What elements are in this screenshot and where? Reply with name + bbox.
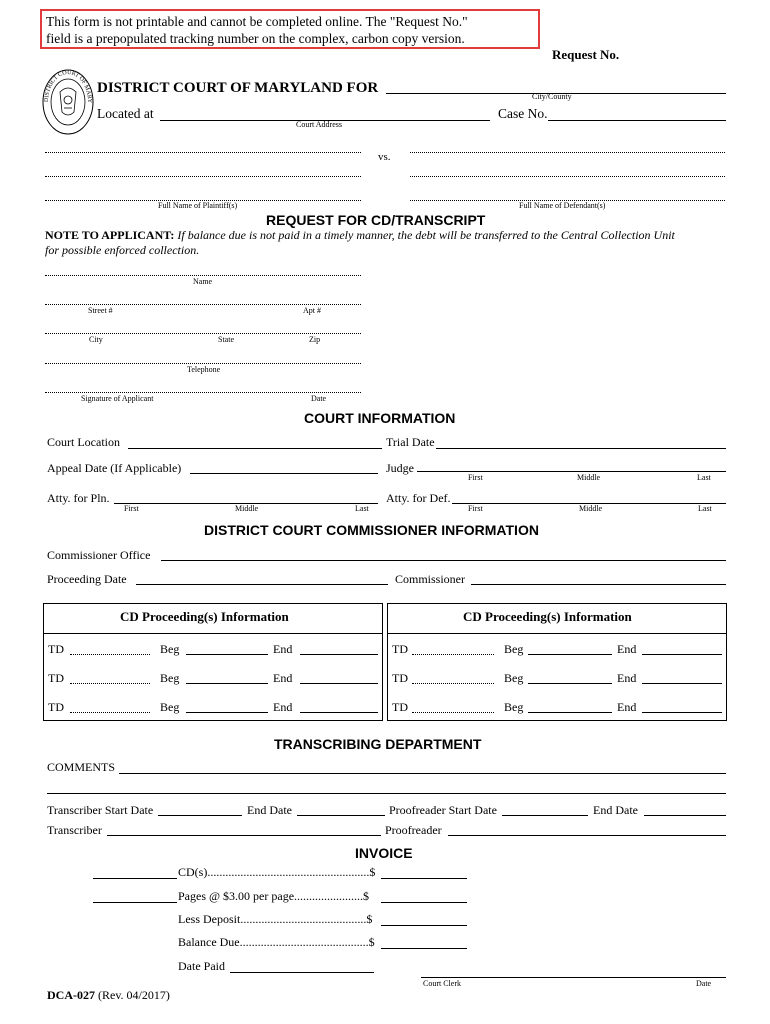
comments-line-2[interactable] [47, 793, 726, 794]
notice-line-2: field is a prepopulated tracking number on the complex, carbon copy version. [46, 31, 465, 46]
vs-label: vs. [378, 151, 391, 163]
commissioner-line[interactable] [471, 584, 726, 585]
transcriber-end-date-label: End Date [247, 803, 292, 817]
defendant-caption: Full Name of Defendant(s) [519, 201, 606, 210]
cd-left-end-2-field[interactable] [300, 683, 378, 684]
signature-date-caption: Date [311, 394, 327, 403]
deposit-label: Less Deposit..........................................$ [178, 912, 373, 926]
cd-left-end-1: End [273, 642, 293, 656]
proceeding-date-line[interactable] [136, 584, 388, 585]
trial-date-line[interactable] [436, 448, 726, 449]
cd-right-beg-3: Beg [504, 700, 524, 714]
proofreader-start-date-line[interactable] [502, 815, 588, 816]
request-no-label: Request No. [552, 47, 620, 62]
online-notice [40, 9, 540, 49]
city-state-zip-line[interactable] [45, 333, 361, 334]
balance-amount-line[interactable] [381, 948, 467, 949]
cd-right-td-2-field[interactable] [412, 683, 494, 684]
form-id: DCA-027 [47, 988, 95, 1002]
cd-right-beg-2-field[interactable] [528, 683, 612, 684]
cd-right-td-3-field[interactable] [412, 712, 494, 713]
cd-right-end-1: End [617, 642, 637, 656]
proofreader-label: Proofreader [385, 823, 442, 837]
court-clerk-line[interactable] [421, 977, 726, 978]
seal-text: DISTRICT COURT OF MARY [43, 69, 93, 104]
signature-caption: Signature of Applicant [81, 394, 154, 403]
court-title: DISTRICT COURT OF MARYLAND FOR [97, 80, 379, 96]
deposit-amount-line[interactable] [381, 925, 467, 926]
trial-date-label: Trial Date [386, 435, 435, 449]
commissioner-office-label: Commissioner Office [47, 548, 151, 562]
cd-left-td-1: TD [48, 642, 64, 656]
cd-right-end-3: End [617, 700, 637, 714]
street-line[interactable] [45, 304, 361, 305]
balance-label: Balance Due...........................................$ [178, 935, 375, 949]
notice-line-1: This form is not printable and cannot be completed online. The "Request No." [46, 14, 468, 29]
proofreader-end-date-label: End Date [593, 803, 638, 817]
cd-right-td-2: TD [392, 671, 408, 685]
transcriber-start-date-line[interactable] [158, 815, 242, 816]
court-clerk-caption: Court Clerk [423, 979, 461, 988]
cd-right-title: CD Proceeding(s) Information [463, 609, 632, 624]
court-location-label: Court Location [47, 435, 120, 449]
transcriber-end-date-line[interactable] [297, 815, 385, 816]
pages-label: Pages @ $3.00 per page.......................$ [178, 889, 370, 903]
cd-right-beg-3-field[interactable] [528, 712, 612, 713]
note-label: NOTE TO APPLICANT: [45, 228, 175, 242]
judge-label: Judge [386, 461, 414, 475]
defendant-line-1[interactable] [410, 152, 725, 153]
atty-pln-label: Atty. for Pln. [47, 491, 110, 505]
plaintiff-caption: Full Name of Plaintiff(s) [158, 201, 238, 210]
appeal-date-line[interactable] [190, 473, 378, 474]
plaintiff-line-1[interactable] [45, 152, 361, 153]
case-no-line[interactable] [548, 120, 726, 121]
court-address-caption: Court Address [296, 120, 342, 129]
street-caption: Street # [88, 306, 113, 315]
atty-def-last-caption: Last [698, 504, 712, 513]
cd-left-end-3: End [273, 700, 293, 714]
atty-pln-middle-caption: Middle [235, 504, 259, 513]
cds-qty-line[interactable] [93, 878, 177, 879]
atty-pln-first-caption: First [124, 504, 139, 513]
case-no-label: Case No. [498, 106, 548, 121]
name-caption: Name [193, 277, 213, 286]
cd-right-td-3: TD [392, 700, 408, 714]
proofreader-start-date-label: Proofreader Start Date [389, 803, 497, 817]
judge-line[interactable] [417, 471, 726, 472]
cd-left-td-2-field[interactable] [70, 683, 150, 684]
cd-left-beg-2: Beg [160, 671, 180, 685]
cd-left-title: CD Proceeding(s) Information [120, 609, 289, 624]
judge-last-caption: Last [697, 473, 711, 482]
cd-right-beg-1: Beg [504, 642, 524, 656]
cd-left-end-2: End [273, 671, 293, 685]
cd-left-td-3: TD [48, 700, 64, 714]
cd-right-beg-2: Beg [504, 671, 524, 685]
cds-amount-line[interactable] [381, 878, 467, 879]
court-location-line[interactable] [128, 448, 382, 449]
clerk-date-caption: Date [696, 979, 712, 988]
atty-def-middle-caption: Middle [579, 504, 603, 513]
telephone-line[interactable] [45, 363, 361, 364]
cd-right-beg-1-field[interactable] [528, 654, 612, 655]
note-line-1: If balance due is not paid in a timely manner, the debt will be transferred to the Central Collection Unit [177, 228, 675, 242]
comments-label: COMMENTS [47, 760, 116, 774]
defendant-line-2[interactable] [410, 176, 725, 177]
cd-left-end-3-field[interactable] [300, 712, 378, 713]
apt-caption: Apt # [303, 306, 321, 315]
transcribing-title: TRANSCRIBING DEPARTMENT [274, 736, 482, 752]
pages-amount-line[interactable] [381, 902, 467, 903]
transcriber-line[interactable] [107, 835, 381, 836]
appeal-date-label: Appeal Date (If Applicable) [47, 461, 182, 475]
cd-left-td-2: TD [48, 671, 64, 685]
cd-left-td-1-field[interactable] [70, 654, 150, 655]
city-county-caption: City/County [532, 92, 572, 101]
form-revision: (Rev. 04/2017) [98, 988, 170, 1002]
invoice-title: INVOICE [355, 845, 413, 861]
name-line[interactable] [45, 275, 361, 276]
cd-right-td-1: TD [392, 642, 408, 656]
cds-label: CD(s)......................................................$ [178, 865, 376, 879]
note-to-applicant [45, 228, 675, 258]
cd-left-beg-3: Beg [160, 700, 180, 714]
atty-def-first-caption: First [468, 504, 483, 513]
cd-proceedings-left [43, 603, 383, 721]
comments-line-1[interactable] [119, 773, 726, 774]
judge-middle-caption: Middle [577, 473, 601, 482]
note-line-2: for possible enforced collection. [45, 243, 200, 257]
transcriber-start-date-label: Transcriber Start Date [47, 803, 154, 817]
form-number [47, 988, 170, 1003]
pages-qty-line[interactable] [93, 902, 177, 903]
cd-right-end-2-field[interactable] [642, 683, 722, 684]
cd-left-beg-1-field[interactable] [186, 654, 268, 655]
judge-first-caption: First [468, 473, 483, 482]
state-caption: State [218, 335, 234, 344]
city-caption: City [89, 335, 103, 344]
plaintiff-line-2[interactable] [45, 176, 361, 177]
atty-def-label: Atty. for Def. [386, 491, 451, 505]
cd-left-beg-3-field[interactable] [186, 712, 268, 713]
cd-proceedings-right [387, 603, 727, 721]
commissioner-info-title: DISTRICT COURT COMMISSIONER INFORMATION [204, 522, 539, 538]
date-paid-line[interactable] [230, 972, 374, 973]
located-at-label: Located at [97, 106, 154, 121]
proofreader-end-date-line[interactable] [644, 815, 726, 816]
atty-pln-last-caption: Last [355, 504, 369, 513]
cd-right-end-2: End [617, 671, 637, 685]
cd-right-td-1-field[interactable] [412, 654, 494, 655]
cd-left-beg-2-field[interactable] [186, 683, 268, 684]
telephone-caption: Telephone [187, 365, 221, 374]
zip-caption: Zip [309, 335, 321, 344]
cd-right-end-3-field[interactable] [642, 712, 722, 713]
date-paid-label: Date Paid [178, 959, 225, 973]
cd-left-beg-1: Beg [160, 642, 180, 656]
commissioner-label: Commissioner [395, 572, 466, 586]
form-title: REQUEST FOR CD/TRANSCRIPT [266, 212, 486, 228]
court-seal [42, 68, 94, 136]
cd-right-end-1-field[interactable] [642, 654, 722, 655]
court-info-title: COURT INFORMATION [304, 410, 456, 426]
cd-left-end-1-field[interactable] [300, 654, 378, 655]
signature-line[interactable] [45, 392, 361, 393]
proofreader-line[interactable] [448, 835, 726, 836]
cd-left-td-3-field[interactable] [70, 712, 150, 713]
transcriber-label: Transcriber [47, 823, 102, 837]
proceeding-date-label: Proceeding Date [47, 572, 127, 586]
commissioner-office-line[interactable] [161, 560, 726, 561]
